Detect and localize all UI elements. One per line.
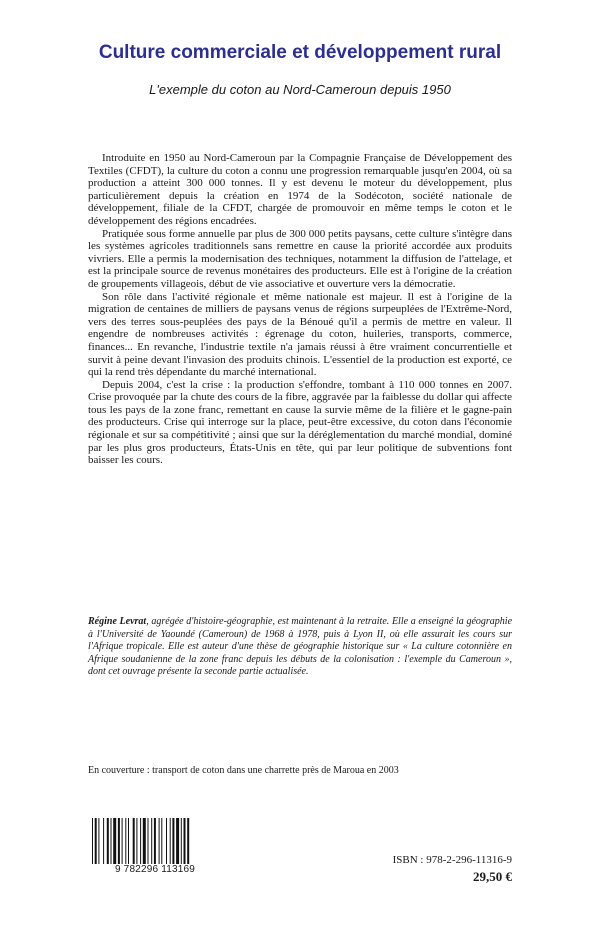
barcode-bar: [172, 818, 174, 864]
price: 29,50 €: [473, 869, 512, 884]
book-subtitle: L'exemple du coton au Nord-Cameroun depuis 1950: [149, 82, 451, 97]
author-bio-text: , agrégée d'histoire-géographie, est maintenant à la retraite. Elle a enseigné la géographie à l'Université de Yaoundé (Cameroun) de 1968 à 1978, puis à Lyon II, où elle assurait les cours sur l'Afrique tropicale. Elle est auteur d'une thèse de géographie historique sur « La culture cotonnière en Afrique soudanienne de la zone franc depuis les débuts de la colonisation : l'exemple du Cameroun », dont cet ouvrage présente la seconde partie actualisée.: [88, 616, 513, 678]
author-name: Régine Levrat: [88, 616, 147, 627]
barcode-bar: [184, 818, 186, 868]
barcode-bar: [140, 818, 141, 868]
barcode-bar: [113, 818, 116, 864]
barcode-bar: [136, 818, 137, 864]
barcode-digits: 9 782296 113169: [90, 864, 220, 875]
barcode-bar: [98, 818, 99, 864]
barcode-bar: [111, 818, 112, 864]
barcode-bar: [92, 818, 93, 868]
barcode-bar: [170, 818, 171, 864]
book-title: Culture commerciale et développement rural: [98, 42, 502, 63]
back-cover-summary: [88, 152, 512, 467]
barcode-bar: [148, 818, 149, 864]
barcode-bar: [118, 818, 120, 864]
barcode-icon: [90, 818, 218, 868]
barcode-bar: [161, 818, 162, 864]
isbn: ISBN : 978-2-296-11316-9: [392, 854, 512, 866]
barcode-bar: [159, 818, 160, 864]
barcode-bar: [154, 818, 156, 864]
barcode-bar: [176, 818, 179, 864]
barcode: [90, 818, 218, 896]
barcode-bar: [125, 818, 126, 864]
barcode-bar: [143, 818, 146, 868]
cover-caption: En couverture : transport de coton dans une charrette près de Maroua en 2003: [88, 765, 399, 776]
summary-paragraph-4: Depuis 2004, c'est la crise : la production s'effondre, tombant à 110 000 tonnes en 2007. Crise provoquée par la chute des cours de la fibre, aggravée par la faiblesse du dollar qui affecte tous les pays de la zone franc, remettant en cause la survie même de la filière et le gagne-pain des producteurs. Crise qui interroge sur la place, peut-être excessive, du coton dans l'économie régionale et sur sa compétitivité ; ainsi que sur la déréglementation du marché mondial, dominé par les plus gros producteurs, États-Unis en tête, qui par leur politique de subventions font baisser les cours.: [88, 378, 512, 467]
barcode-bar: [95, 818, 97, 868]
barcode-bar: [181, 818, 182, 864]
barcode-bar: [122, 818, 123, 864]
barcode-bar: [187, 818, 189, 868]
barcode-bar: [151, 818, 152, 864]
summary-paragraph-2: Pratiquée sous forme annuelle par plus de 300 000 petits paysans, cette culture s'intègre dans les systèmes agricoles traditionnels sans remettre en cause la priorité accordée aux produits vivriers. Elle a permis la modernisation des techniques, notamment la diffusion de l'attelage, et est la principale source de revenus monétaires des producteurs. Elle est à l'origine de la création de groupements villageois, début de vie associative et ouverture vers la démocratie.: [88, 227, 512, 290]
barcode-bar: [107, 818, 109, 864]
summary-paragraph-3: Son rôle dans l'activité régionale et même nationale est majeur. Il est à l'origine de la migration de centaines de milliers de paysans venus de régions surpeuplées de l'Extrême-Nord, vers des terres sous-peuplées des pays de la Bénoué qu'il a permis de mettre en valeur. Il engendre de nombreuses activités : égrenage du coton, huileries, transports, commerce, finances... En revanche, l'industrie textile n'a jamais réussi à être vraiment concurrentielle et survit à peine devant l'invasion des produits chinois. L'essentiel de la production est exporté, ce qui la rend très dépendante du marché international.: [88, 290, 512, 379]
barcode-bar: [128, 818, 129, 864]
barcode-bar: [166, 818, 167, 864]
author-bio: [88, 616, 512, 679]
barcode-bar: [103, 818, 104, 864]
barcode-bar: [133, 818, 135, 864]
summary-paragraph-1: Introduite en 1950 au Nord-Cameroun par la Compagnie Française de Développement des Textiles (CFDT), la culture du coton a connu une progression remarquable jusqu'en 2004, où sa production a atteint 300 000 tonnes. Il y est devenu le moteur du développement, plus particulièrement depuis la création en 1974 de la Sodécoton, société nationale de développement, filiale de la CFDT, chargée de promouvoir en même temps le coton et le développement des régions encadrées.: [88, 152, 512, 227]
